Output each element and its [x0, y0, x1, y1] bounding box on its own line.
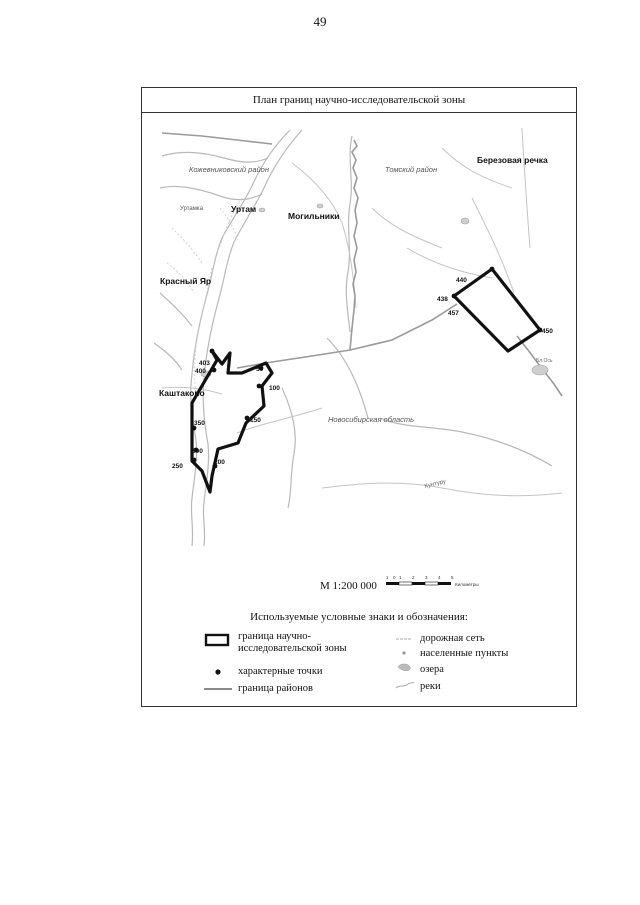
point-label-150: 150: [250, 417, 261, 424]
point-label-440: 440: [456, 277, 467, 284]
label-novosibirsk: Новосибирская область: [328, 415, 415, 424]
scale-unit: Километры: [455, 582, 479, 587]
map-title: План границ научно-исследовательской зоны: [142, 88, 576, 113]
scale-text: М 1:200 000: [320, 580, 377, 592]
point-label-350: 350: [194, 420, 205, 427]
point-label-403: 403: [199, 360, 210, 367]
scale-tick-0: 0: [393, 575, 396, 580]
scale-tick-1a: 1: [386, 575, 389, 580]
legend-points-label: характерные точки: [238, 666, 323, 677]
scale-tick-3: 3: [425, 575, 428, 580]
point-label-50: 50: [256, 366, 264, 373]
point-label-457: 457: [448, 310, 459, 317]
legend-district-label: граница районов: [238, 683, 313, 694]
legend-settlement-label: населенные пункты: [420, 648, 509, 659]
label-kozhevnikovsky: Кожевниковский район: [189, 165, 269, 174]
legend-river-label: реки: [420, 681, 441, 692]
point-label-438: 438: [437, 296, 448, 303]
page-number: 49: [313, 14, 327, 29]
point-label-100: 100: [269, 385, 280, 392]
scale-bar: [386, 575, 479, 587]
scale-tick-4: 4: [438, 575, 441, 580]
point-label-200: 200: [214, 459, 225, 466]
label-kashtakovo: Каштаково: [159, 388, 205, 398]
point-label-450: 450: [542, 328, 553, 335]
legend-road-label: дорожная сеть: [420, 633, 485, 644]
label-berezovaya: Березовая речка: [477, 155, 548, 165]
label-kunturu: Кунтуру: [424, 478, 447, 490]
scale-tick-1b: 1: [399, 575, 402, 580]
point-label-300: 300: [192, 448, 203, 455]
legend-lake-swatch: [398, 664, 410, 671]
legend-zone-swatch: [206, 635, 228, 645]
scale-tick-2: 2: [412, 575, 415, 580]
roads: [162, 128, 562, 496]
point-label-250: 250: [172, 463, 183, 470]
label-tomsky: Томский район: [385, 165, 438, 174]
legend-zone-label: граница научно-исследовательской зоны: [238, 631, 347, 654]
lakes: [201, 204, 548, 377]
legend-settlement-swatch: [402, 651, 405, 654]
point-label-400: 400: [195, 368, 206, 375]
label-mogilniki: Могильники: [288, 211, 340, 221]
legend-river-swatch: [396, 682, 414, 688]
legend-lake-label: озера: [420, 664, 444, 675]
legend-point-swatch: [215, 669, 220, 674]
zone-boundary-east: [454, 269, 540, 351]
label-urtamka: Уртамка: [180, 206, 203, 212]
label-small-river: Бл.Ось: [536, 358, 553, 364]
label-urtam: Уртам: [231, 204, 257, 214]
map-frame: [141, 87, 577, 707]
rivers: [154, 130, 552, 546]
label-krasny-yar: Красный Яр: [160, 276, 212, 286]
scale-tick-5: 5: [451, 575, 454, 580]
legend-heading: Используемые условные знаки и обозначения:: [250, 611, 468, 623]
